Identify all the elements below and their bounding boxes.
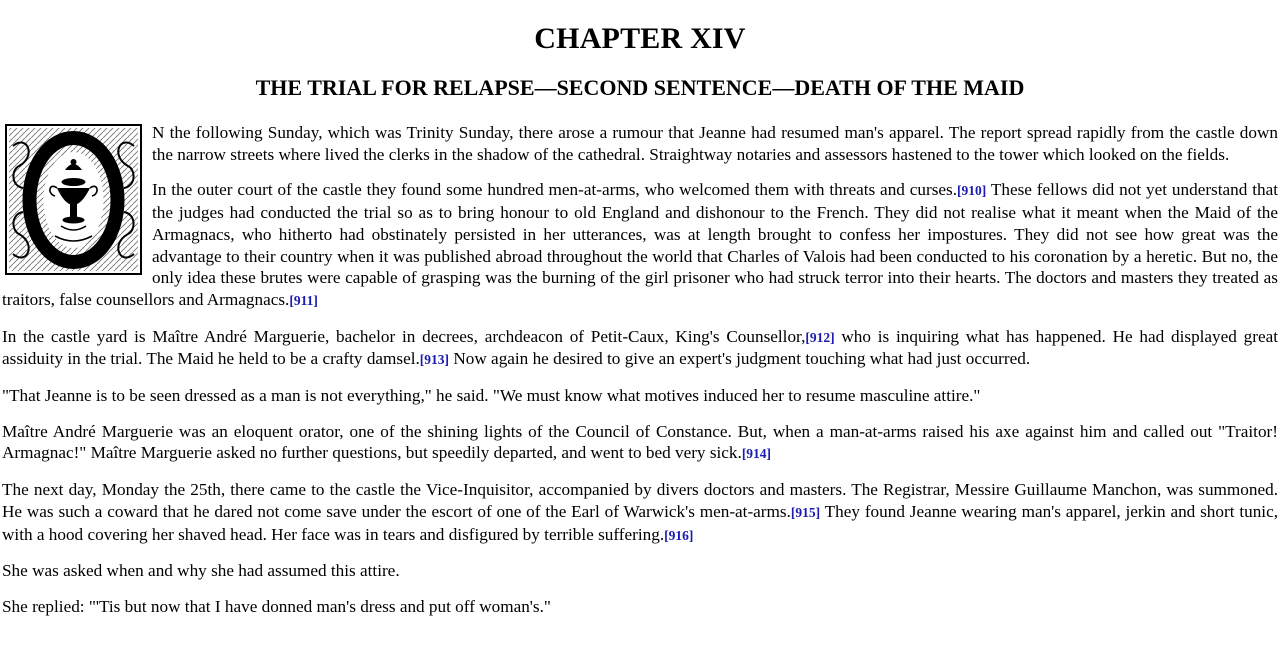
paragraph-6-text-1: The next day, Monday the 25th, there came to the castle the Vice-Inquisitor, accompanied by divers doctors and masters. The Registrar, Messire Guillaume Manchon, was summoned. He was such a coward that he dared not come save under the escort of one of the Earl of Warwick's men-at-arms.	[2, 480, 1278, 521]
paragraph-5-text-1: Maître André Marguerie was an eloquent orator, one of the shining lights of the Council of Constance. But, when a man-at-arms raised his axe against him and called out "Traitor! Armagnac!" Maître Marguerie asked no further questions, but speedily departed, and went to bed very sick.	[2, 421, 1278, 463]
paragraph-2	[2, 179, 1278, 311]
paragraph-3-text-2: who is inquiring what has happened. He had displayed great assiduity in the trial. The Maid he held to be a crafty damsel.	[2, 326, 1279, 369]
chapter-title: CHAPTER XIV	[534, 22, 746, 55]
paragraph-8-text: She replied: "'Tis but now that I have donned man's dress and put off woman's."	[2, 596, 551, 616]
paragraph-3-text-1: In the castle yard is Maître André Marguerie, bachelor in decrees, archdeacon of Petit-Caux, King's Counsellor,	[2, 326, 806, 346]
ornamental-initial-o-icon	[5, 124, 142, 275]
chapter-body	[2, 122, 1278, 618]
paragraph-1	[2, 122, 1278, 165]
footnote-link-912[interactable]: [912]	[805, 329, 835, 345]
paragraph-3-text-3: Now again he desired to give an expert's judgment touching what had just occurred.	[449, 349, 1031, 369]
footnote-link-913[interactable]: [913]	[419, 352, 450, 368]
paragraph-5	[2, 421, 1278, 465]
paragraph-1-text: N the following Sunday, which was Trinity Sunday, there arose a rumour that Jeanne had resumed man's apparel. The report spread rapidly from the castle down the narrow streets where lived the clerks in the shadow of the cathedral. Straightway notaries and assessors hastened to the tower which looked on the fields.	[152, 123, 1278, 164]
paragraph-7-text: She was asked when and why she had assumed this attire.	[2, 561, 400, 581]
paragraph-4	[2, 385, 1278, 407]
paragraph-7	[2, 560, 1278, 582]
paragraph-3	[2, 326, 1278, 371]
footnote-link-914[interactable]: [914]	[741, 446, 772, 462]
paragraph-2-text-2: These fellows did not yet understand that the judges had conducted the trial so as to bring honour to old England and dishonour to the French. They did not realise what it meant when the Maid of the Armagnacs, who hitherto had obstinately persisted in her utterances, was at length brought to confess her impostures. They did not see how great was the advantage to their country when it was published abroad throughout the world that Charles of Valois had been conducted to his coronation by a heretic. But no, the only idea these brutes were capable of grasping was the burning of the girl prisoner who had struck terror into their hearts. The doctors and masters they treated as traitors, false counsellors and Armagnacs.	[2, 180, 1279, 309]
paragraph-2-text-1: In the outer court of the castle they found some hundred men-at-arms, who welcomed them with threats and curses.	[152, 180, 958, 200]
paragraph-6	[2, 479, 1278, 546]
paragraph-6-text-2: They found Jeanne wearing man's apparel, jerkin and short tunic, with a hood covering her shaved head. Her face was in tears and disfigured by terrible suffering.	[2, 501, 1278, 544]
paragraph-4-text: "That Jeanne is to be seen dressed as a man is not everything," he said. "We must know what motives induced her to resume masculine attire."	[2, 386, 981, 406]
paragraph-8	[2, 596, 1278, 618]
footnote-link-916[interactable]: [916]	[664, 527, 694, 543]
footnote-link-911[interactable]: [911]	[289, 292, 318, 308]
footnote-link-910[interactable]: [910]	[957, 183, 987, 199]
footnote-link-915[interactable]: [915]	[790, 504, 821, 520]
chapter-subtitle: THE TRIAL FOR RELAPSE—SECOND SENTENCE—DEATH OF THE MAID	[255, 75, 1025, 100]
